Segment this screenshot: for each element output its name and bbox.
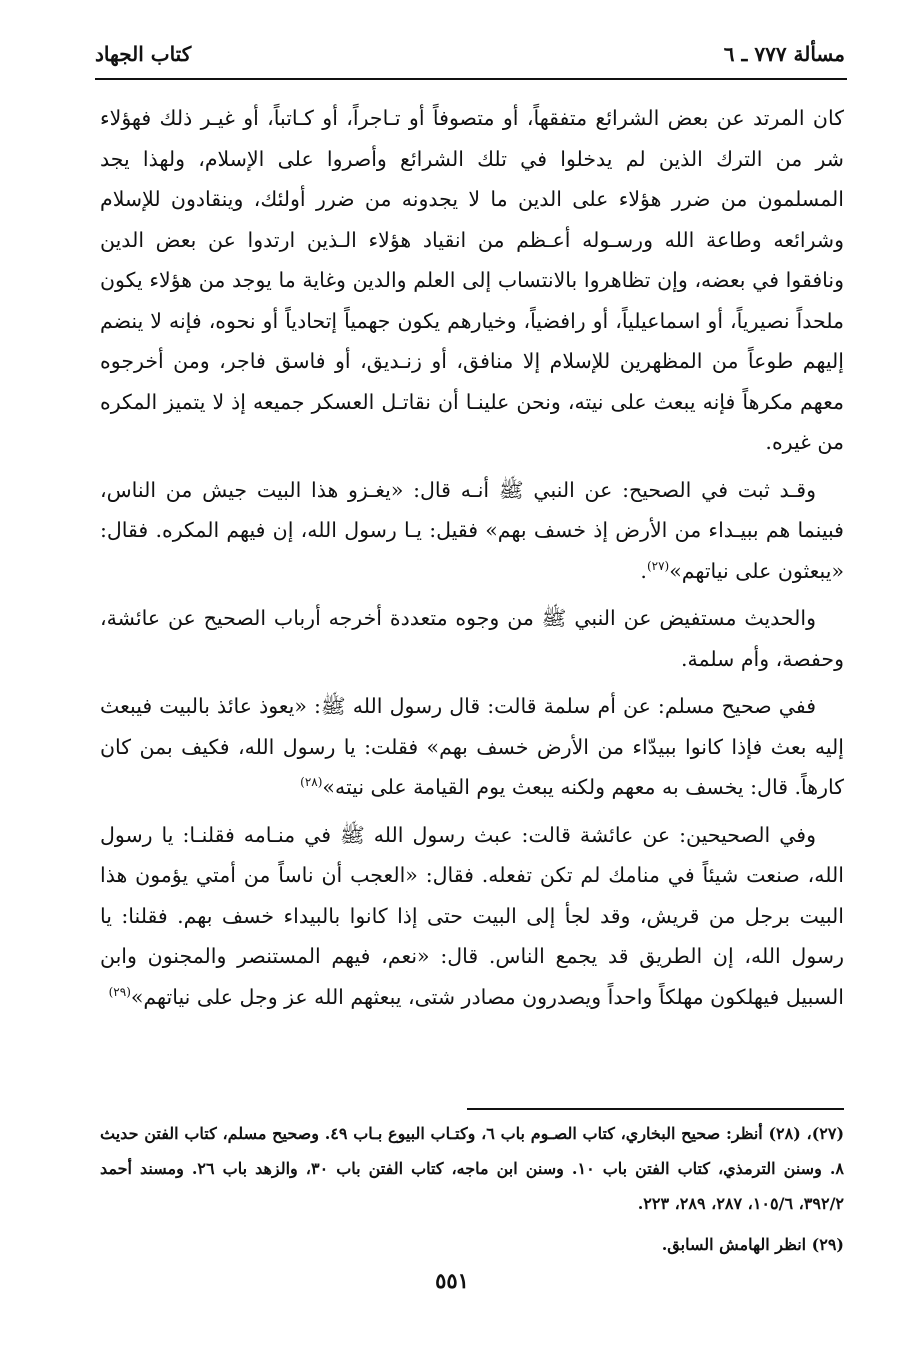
paragraph-text: وفي الصحيحين: عن عائشة قالت: عبث رسول الله ﷺ في منـامه فقلنـا: يا رسول الله، صنعت شيئاً في منامك لم تكن تفعله. فقال: «العجب أن ناساً من أمتي يؤمون هذا البيت برجل من قريش، وقد لجأ إلى البيت حتى إذا كانوا بالبيداء خسف بهم. فقلنا: يا رسول الله، إن الطريق قد يجمع الناس. قال: «نعم، فيهم المستنصر والمجنون وابن السبيل فيهلكون مهلكاً واحداً ويصدرون مصادر شتى، يبعثهم الله عز وجل على نياتهم» <box>100 822 844 1009</box>
paragraph-2: وقـد ثبت في الصحيح: عن النبي ﷺ أنـه قال: «يغـزو هذا البيت جيش من الناس، فبينما هم ببيـداء من الأرض إذ خسف بهم» فقيل: يـا رسول الله، إن فيهم المكره. فقال: «يبعثون على نياتهم»$^{(٢٧)}$. <box>100 477 844 583</box>
footnote-ref: (٢٨) <box>300 775 323 790</box>
footnote-ref: (٢٩) <box>108 984 131 999</box>
running-header <box>95 34 845 74</box>
paragraph-3 <box>100 598 844 679</box>
footnote-ref: (٢٧) <box>646 558 670 573</box>
footnote-27-28: (٢٧)، (٢٨) أنظر: صحيح البخاري، كتاب الصـوم باب ٦، وكتـاب البيوع بـاب ٤٩. وصحيح مسلم، كتاب الفتن حديث ٨. وسنن الترمذي، كتاب الفتن باب ١٠. وسنن ابن ماجه، كتاب الفتن باب ٣٠، والزهد باب ٢٦. ومسند أحمد ٣٩٢/٢، ١٠٥/٦، ٢٨٧، ٢٨٩، ٢٢٣. <box>100 1124 845 1213</box>
paragraph-text: ففي صحيح مسلم: عن أم سلمة قالت: قال رسول الله ﷺ: «يعوذ عائذ بالبيت فيبعث إليه بعث فإذا كانوا ببيدّاء من الأرض خسف بهم» فقلت: يا رسول الله، فكيف بمن كان كارهاً. قال: يخسف به معهم ولكنه يبعث يوم القيامة على نيته» <box>100 694 844 799</box>
paragraph-4 <box>100 686 844 808</box>
paragraph-text: وقـد ثبت في الصحيح: عن النبي ﷺ أنـه قال: «يغـزو هذا البيت جيش من الناس، فبينما هم ببيـداء من الأرض إذ خسف بهم» فقيل: يـا رسول الله، إن فيهم المكره. فقال: «يبعثون على نياتهم» <box>100 477 844 583</box>
header-book-title: كتاب الجهاد <box>95 42 192 66</box>
paragraph-text: كان المرتد عن بعض الشرائع متفقهاً، أو متصوفاً أو تـاجراً، أو كـاتباً، أو غيـر ذلك فهؤلاء شر من الترك الذين لم يدخلوا في تلك الشرائع وأصروا على الإسلام، ولهذا يجد المسلمون من ضرر هؤلاء على الدين ما لا يجدونه من ضرر أولئك، وينقادون للإسلام وشرائعه وطاعة الله ورسـوله أعـظم من انقياد هؤلاء الـذين ارتدوا عن بعض الدين ونافقوا في بعضه، وإن تظاهروا بالانتساب إلى العلم والدين وغاية ما يوجد من هؤلاء يكون ملحداً نصيرياً، أو اسماعيلياً، أو رافضياً، وخيارهم يكون جهمياً إتحادياً أو نحوه، فإنه لا ينضم إليهم طوعاً من المظهرين للإسلام إلا منافق، أو زنـديق، أو فاسق فاجر، ومن أخرجوه معهم مكرهاً فإنه يبعث على نيته، ونحن علينـا أن نقاتـل العسكر جميعه إذ لا يتميز المكره من غيره. <box>100 106 844 454</box>
paragraph-1 <box>100 98 844 463</box>
page-number: ٥٥١ <box>435 1268 469 1293</box>
header-rule <box>95 78 847 80</box>
header-issue-number: مسألة ٧٧٧ ـ ٦ <box>723 42 845 66</box>
paragraph-5 <box>100 815 844 1018</box>
footnote-29: (٢٩) انظر الهامش السابق. <box>661 1235 844 1254</box>
footnote-separator <box>467 1108 844 1110</box>
paragraph-text: والحديث مستفيض عن النبي ﷺ من وجوه متعددة أخرجه أرباب الصحيح عن عائشة، وحفصة، وأم سلمة. <box>100 606 844 671</box>
main-text <box>100 98 844 1024</box>
footnotes <box>100 1116 844 1268</box>
